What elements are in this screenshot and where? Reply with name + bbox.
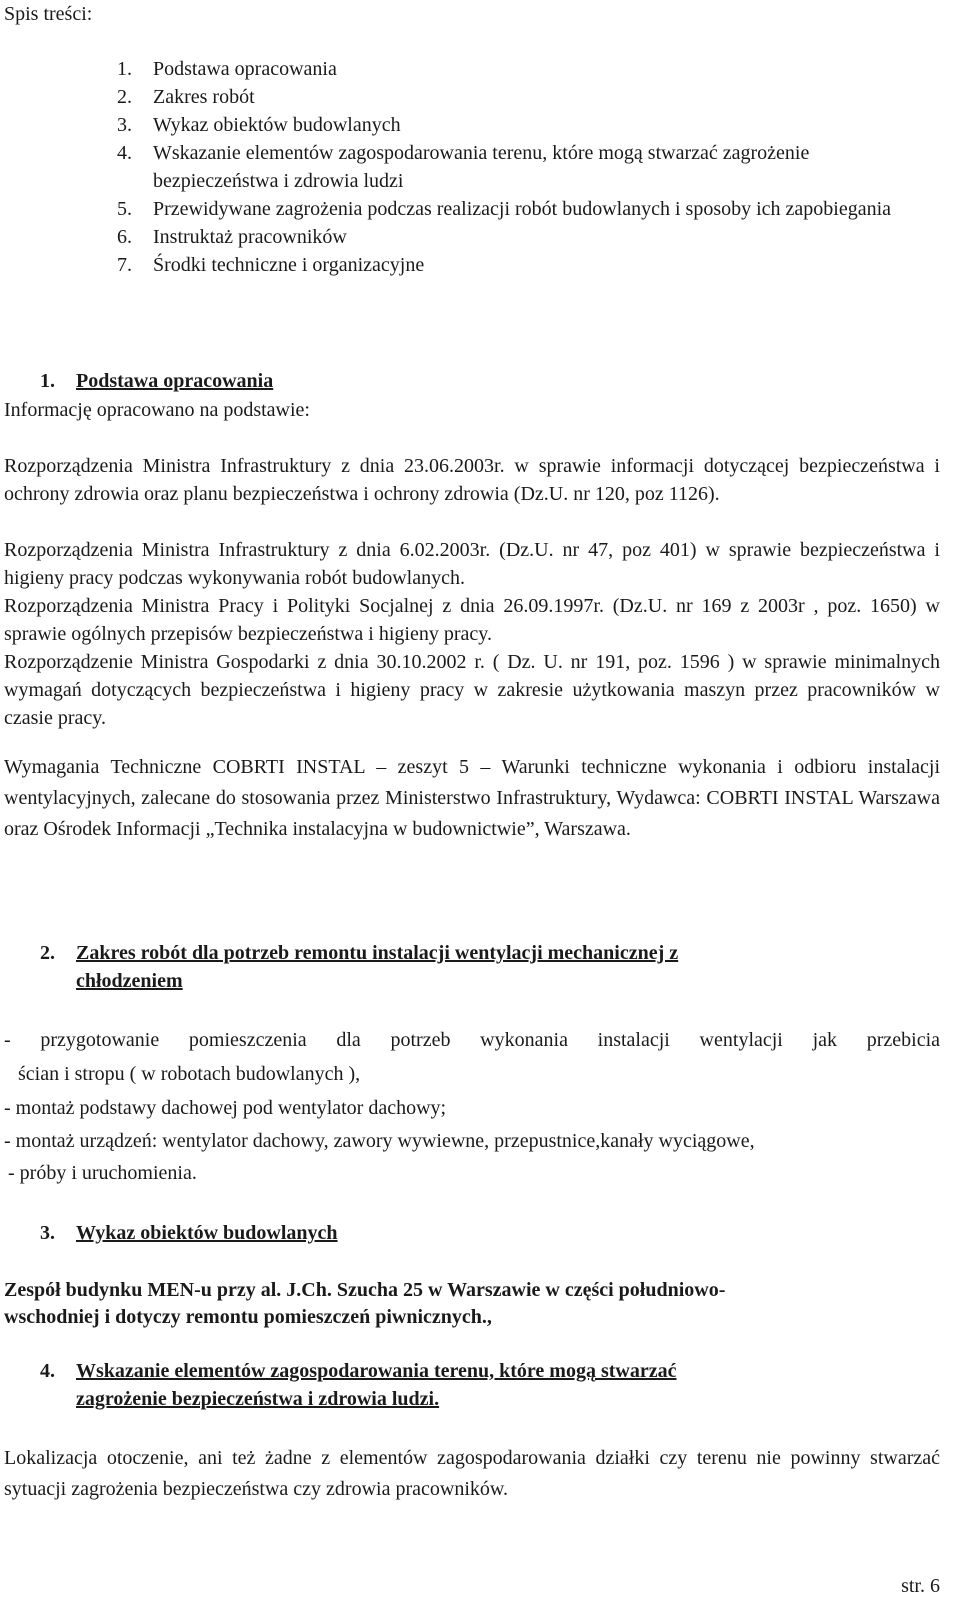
- section-1-intro: Informację opracowano na podstawie:: [4, 399, 310, 421]
- building-description: wschodniej i dotyczy remontu pomieszczeń piwnicznych.,: [4, 1306, 492, 1328]
- toc-item: 7. Środki techniczne i organizacyjne: [117, 254, 425, 276]
- table-of-contents: [117, 55, 937, 279]
- work-scope-item: - próby i uruchomienia.: [8, 1162, 197, 1184]
- building-description: Zespół budynku MEN-u przy al. J.Ch. Szucha 25 w Warszawie w części południowo-: [4, 1279, 726, 1301]
- section-4-heading: 4. Wskazanie elementów zagospodarowania terenu, które mogą stwarzać zagrożenie bezpieczeństwa i zdrowia ludzi.: [40, 1360, 677, 1410]
- toc-item: 5. Przewidywane zagrożenia podczas realizacji robót budowlanych i sposoby ich zapobiegania: [117, 198, 892, 220]
- section-2-heading: 2. Zakres robót dla potrzeb remontu instalacji wentylacji mechanicznej z chłodzeniem: [40, 942, 679, 992]
- section-1-heading: 1. Podstawa opracowania: [40, 370, 274, 392]
- toc-item: 4. Wskazanie elementów zagospodarowania terenu, które mogą stwarzać zagrożenie bezpieczeństwa i zdrowia ludzi: [117, 142, 810, 192]
- page-number: str. 6: [901, 1575, 940, 1597]
- legal-reference: Rozporządzenia Ministra Infrastruktury z dnia 6.02.2003r. (Dz.U. nr 47, poz 401) w sprawie bezpieczeństwa i higieny pracy podczas wykonywania robót budowlanych.: [4, 539, 940, 589]
- work-scope-item: - montaż urządzeń: wentylator dachowy, zawory wywiewne, przepustnice,kanały wyciągowe,: [4, 1130, 755, 1152]
- section-3-heading: 3. Wykaz obiektów budowlanych: [40, 1222, 338, 1244]
- work-scope-item: - montaż podstawy dachowej pod wentylator dachowy;: [4, 1097, 447, 1119]
- section-4-body: Lokalizacja otoczenie, ani też żadne z elementów zagospodarowania działki czy terenu nie powinny stwarzać sytuacji zagrożenia bezpieczeństwa czy zdrowia pracowników.: [4, 1447, 940, 1500]
- toc-item: 2. Zakres robót: [117, 86, 255, 108]
- toc-item: 1. Podstawa opracowania: [117, 58, 337, 80]
- toc-title: Spis treści:: [4, 3, 93, 25]
- work-scope-item: - przygotowanie pomieszczenia dla potrzeb wykonania instalacji wentylacji jak przebicia: [4, 1029, 940, 1051]
- legal-reference: Rozporządzenia Ministra Infrastruktury z dnia 23.06.2003r. w sprawie informacji dotyczącej bezpieczeństwa i ochrony zdrowia oraz planu bezpieczeństwa i ochrony zdrowia (Dz.U. nr 120, poz 1126).: [4, 455, 940, 505]
- work-scope-item: ścian i stropu ( w robotach budowlanych ),: [18, 1063, 361, 1085]
- legal-reference: Rozporządzenia Ministra Pracy i Polityki Socjalnej z dnia 26.09.1997r. (Dz.U. nr 169 z 2003r , poz. 1650) w sprawie ogólnych przepisów bezpieczeństwa i higieny pracy.: [4, 595, 940, 645]
- legal-reference: Rozporządzenie Ministra Gospodarki z dnia 30.10.2002 r. ( Dz. U. nr 191, poz. 1596 ) w sprawie minimalnych wymagań dotyczących bezpieczeństwa i higieny pracy w zakresie użytkowania maszyn przez pracowników w czasie pracy.: [4, 651, 940, 729]
- legal-reference: Wymagania Techniczne COBRTI INSTAL – zeszyt 5 – Warunki techniczne wykonania i odbioru instalacji wentylacyjnych, zalecane do stosowania przez Ministerstwo Infrastruktury, Wydawca: COBRTI INSTAL Warszawa oraz Ośrodek Informacji „Technika instalacyjna w budownictwie”, Warszawa.: [4, 756, 940, 840]
- toc-item: 3. Wykaz obiektów budowlanych: [117, 114, 401, 136]
- toc-item: 6. Instruktaż pracowników: [117, 226, 347, 248]
